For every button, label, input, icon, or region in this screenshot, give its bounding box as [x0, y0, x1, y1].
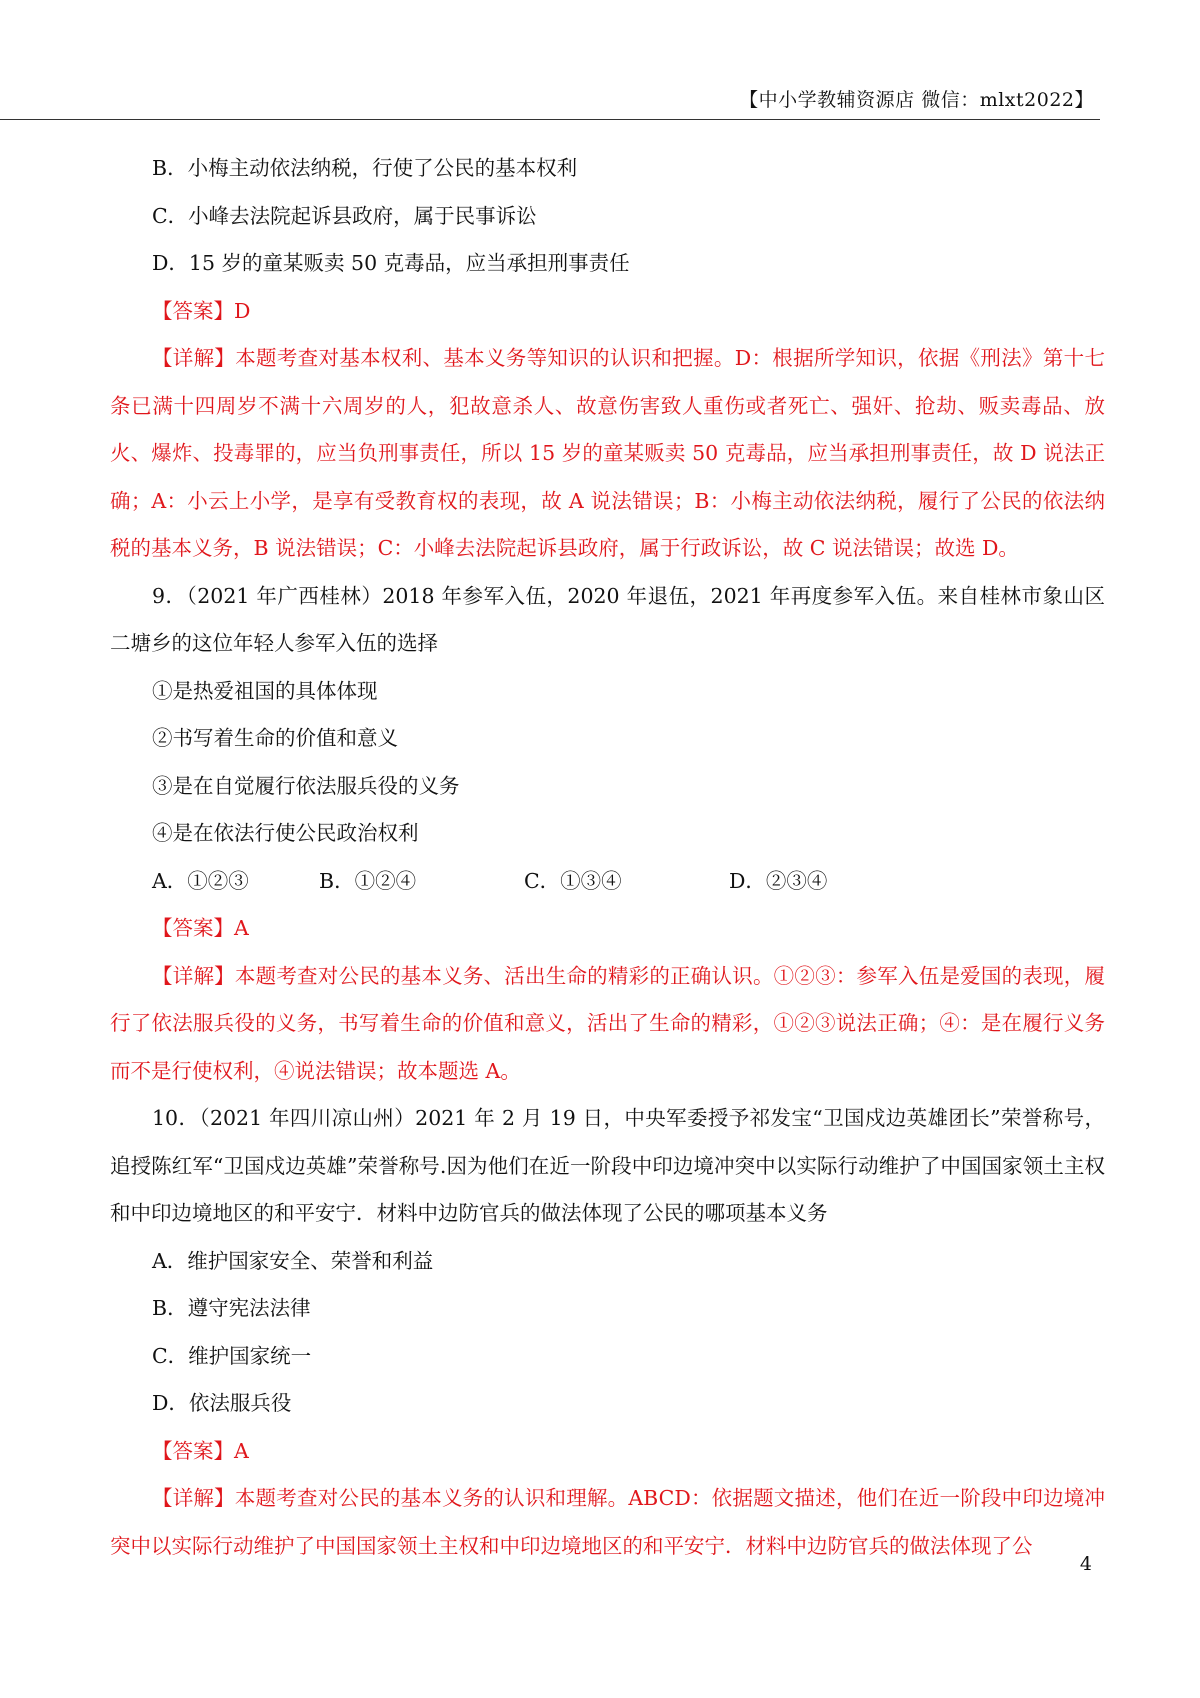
q9-option-b: B．①②④: [319, 868, 417, 893]
q8-explanation: 【详解】本题考查对基本权利、基本义务等知识的认识和把握。D：根据所学知识，依据《刑法》第十七条已满十四周岁不满十六周岁的人，犯故意杀人、故意伤害致人重伤或者死亡、强奸、抢劫、贩卖毒品、放火、爆炸、投毒罪的，应当负刑事责任，所以 15 岁的童某贩卖 50 克毒品，应当承担刑事责任，故 D 说法正确；A：小云上小学，是享有受教育权的表现，故 A 说法错误；B：小梅主动依法纳税，履行了公民的依法纳税的基本义务，B 说法错误；C：小峰去法院起诉县政府，属于行政诉讼，故 C 说法错误；故选 D。: [110, 346, 1105, 560]
q9-option-a: A．①②③: [152, 868, 249, 893]
q9-options: [110, 858, 1105, 906]
q9-item-2: ②书写着生命的价值和意义: [152, 726, 398, 750]
q8-answer: 【答案】D: [152, 298, 251, 323]
q9-option-d: D．②③④: [729, 868, 828, 893]
page-header: 【中小学教辅资源店 微信：mlxt2022】: [739, 85, 1094, 112]
q9-item-4: ④是在依法行使公民政治权利: [152, 821, 419, 845]
option-b-line: B．小梅主动依法纳税，行使了公民的基本权利: [152, 156, 578, 180]
q9-explanation: 【详解】本题考查对公民的基本义务、活出生命的精彩的正确认识。①②③：参军入伍是爱国的表现，履行了依法服兵役的义务，书写着生命的价值和意义，活出了生命的精彩，①②③说法正确；④：是在履行义务而不是行使权利，④说法错误；故本题选 A。: [110, 963, 1105, 1083]
q9-item-1: ①是热爱祖国的具体体现: [152, 678, 378, 703]
q10-option-a: A．维护国家安全、荣誉和利益: [152, 1248, 434, 1273]
q10-explanation: 【详解】本题考查对公民的基本义务的认识和理解。ABCD：依据题文描述，他们在近一阶段中印边境冲突中以实际行动维护了中国国家领土主权和中印边境地区的和平安宁．材料中边防官兵的做法体现了公: [110, 1486, 1105, 1558]
q10-stem: 10．（2021 年四川凉山州）2021 年 2 月 19 日，中央军委授予祁发宝“卫国戍边英雄团长”荣誉称号，追授陈红军“卫国戍边英雄”荣誉称号.因为他们在近一阶段中印边境冲突中以实际行动维护了中国国家领土主权和中印边境地区的和平安宁．材料中边防官兵的做法体现了公民的哪项基本义务: [110, 1106, 1105, 1225]
q10-option-d: D．依法服兵役: [152, 1391, 292, 1415]
q9-answer: 【答案】A: [152, 916, 249, 940]
q9-item-3: ③是在自觉履行依法服兵役的义务: [152, 773, 460, 798]
page-content: [110, 145, 1105, 1570]
option-c-line: C．小峰去法院起诉县政府，属于民事诉讼: [152, 203, 537, 228]
page-number: 4: [1079, 1553, 1092, 1575]
q9-option-c: C．①③④: [524, 868, 622, 893]
q10-option-c: C．维护国家统一: [152, 1343, 312, 1368]
q10-answer: 【答案】A: [152, 1438, 249, 1463]
q9-stem: 9．（2021 年广西桂林）2018 年参军入伍，2020 年退伍，2021 年再度参军入伍。来自桂林市象山区二塘乡的这位年轻人参军入伍的选择: [110, 583, 1105, 655]
q10-option-b: B．遵守宪法法律: [152, 1296, 311, 1320]
option-d-line: D．15 岁的童某贩卖 50 克毒品，应当承担刑事责任: [152, 251, 630, 275]
